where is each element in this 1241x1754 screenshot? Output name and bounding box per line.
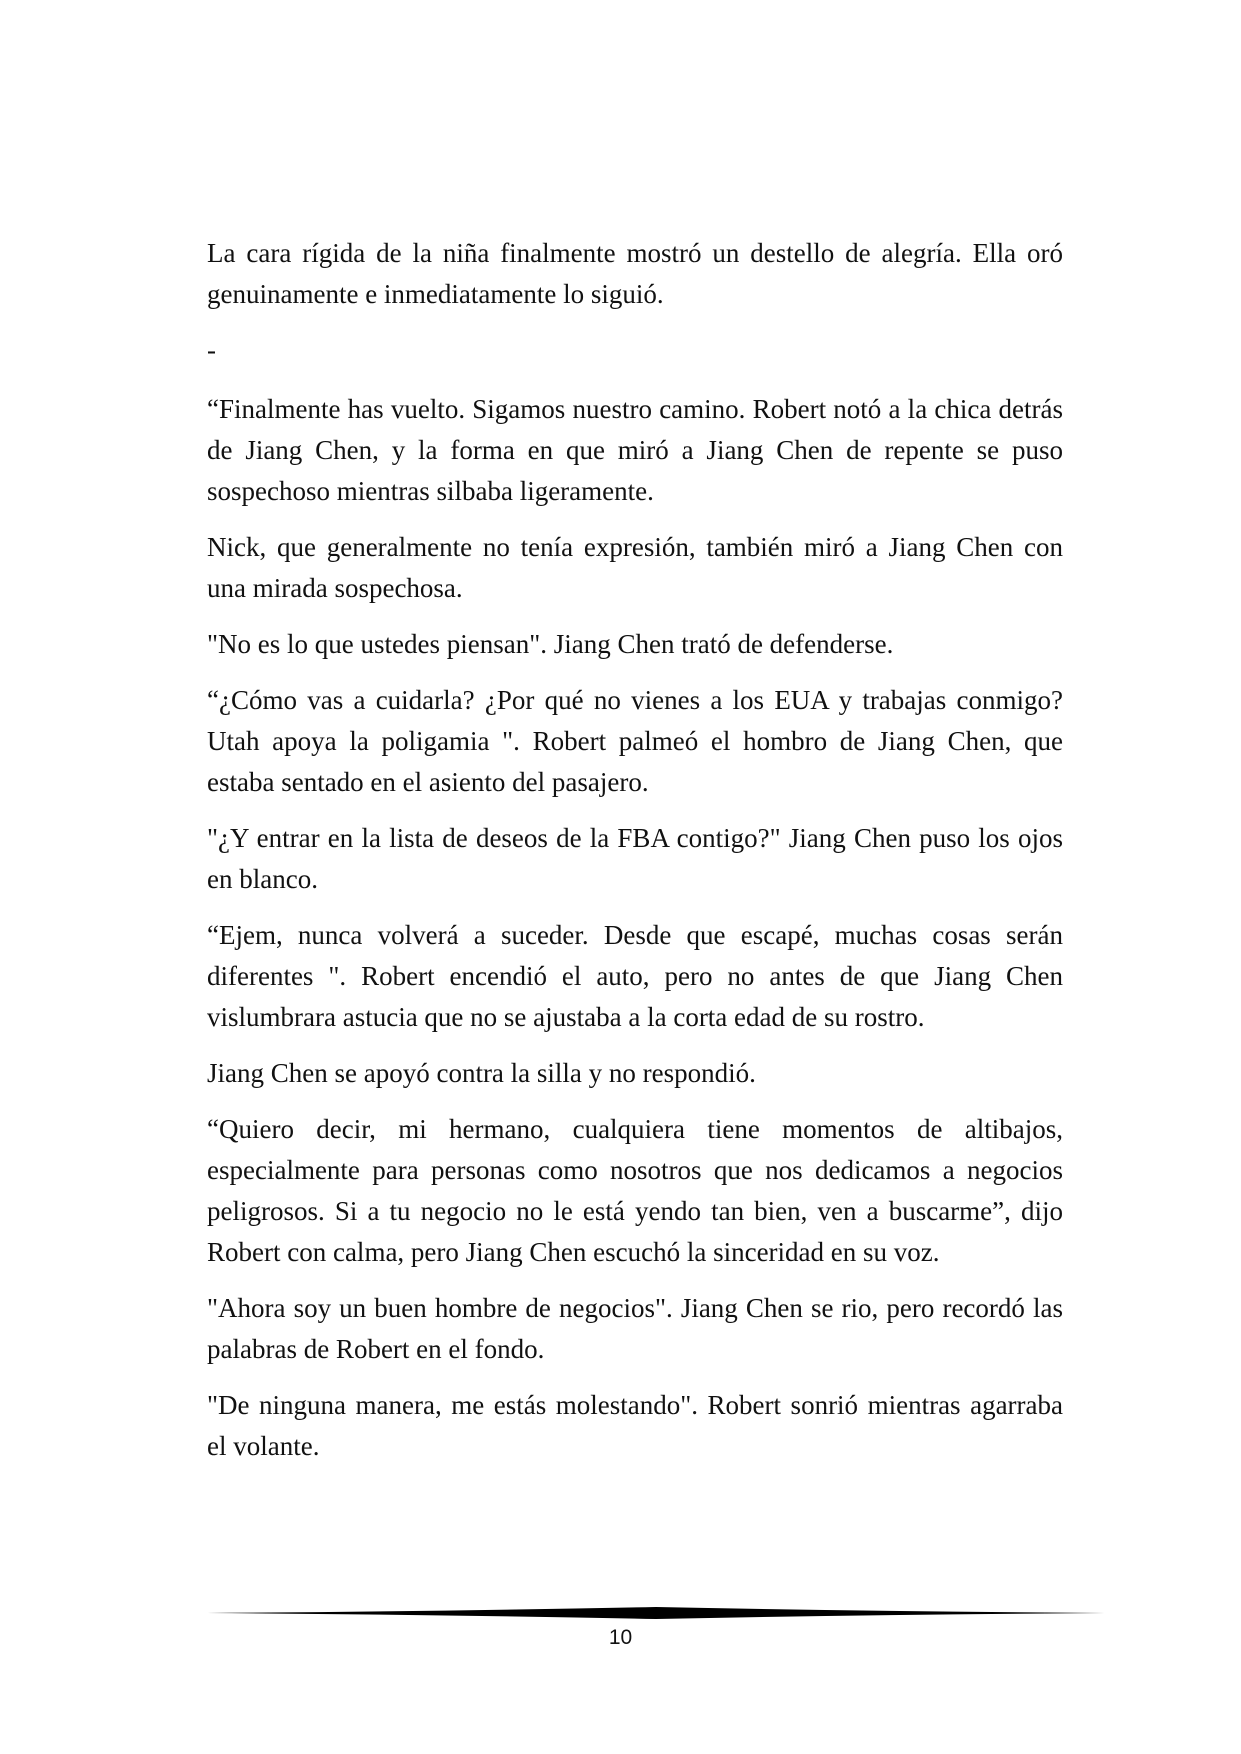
paragraph: “¿Cómo vas a cuidarla? ¿Por qué no vienes a los EUA y trabajas conmigo? Utah apoya la poligamia ". Robert palmeó el hombro de Jiang Chen, que estaba sentado en el asiento del pasajero.	[207, 685, 1063, 797]
paragraph: Jiang Chen se apoyó contra la silla y no respondió.	[207, 1058, 756, 1088]
page-number: 10	[608, 1626, 633, 1649]
paragraph: “Finalmente has vuelto. Sigamos nuestro camino. Robert notó a la chica detrás de Jiang Chen, y la forma en que miró a Jiang Chen de repente se puso sospechoso mientras silbaba ligeramente.	[207, 394, 1063, 506]
paragraph: "No es lo que ustedes piensan". Jiang Chen trató de defenderse.	[207, 629, 894, 659]
paragraph: "Ahora soy un buen hombre de negocios". Jiang Chen se rio, pero recordó las palabras de Robert en el fondo.	[207, 1293, 1063, 1364]
footer-divider	[207, 1606, 1105, 1620]
scene-separator: -	[207, 335, 216, 365]
paragraph: “Ejem, nunca volverá a suceder. Desde que escapé, muchas cosas serán diferentes ". Robert encendió el auto, pero no antes de que Jiang Chen vislumbrara astucia que no se ajustaba a la corta edad de su rostro.	[207, 920, 1063, 1032]
body-text	[207, 233, 1063, 1482]
paragraph: "¿Y entrar en la lista de deseos de la FBA contigo?" Jiang Chen puso los ojos en blanco.	[207, 823, 1063, 894]
paragraph: La cara rígida de la niña finalmente mostró un destello de alegría. Ella oró genuinamente e inmediatamente lo siguió.	[207, 238, 1063, 309]
paragraph: “Quiero decir, mi hermano, cualquiera tiene momentos de altibajos, especialmente para personas como nosotros que nos dedicamos a negocios peligrosos. Si a tu negocio no le está yendo tan bien, ven a buscarme”, dijo Robert con calma, pero Jiang Chen escuchó la sinceridad en su voz.	[207, 1114, 1063, 1267]
paragraph: Nick, que generalmente no tenía expresión, también miró a Jiang Chen con una mirada sospechosa.	[207, 532, 1063, 603]
paragraph: "De ninguna manera, me estás molestando". Robert sonrió mientras agarraba el volante.	[207, 1390, 1063, 1461]
